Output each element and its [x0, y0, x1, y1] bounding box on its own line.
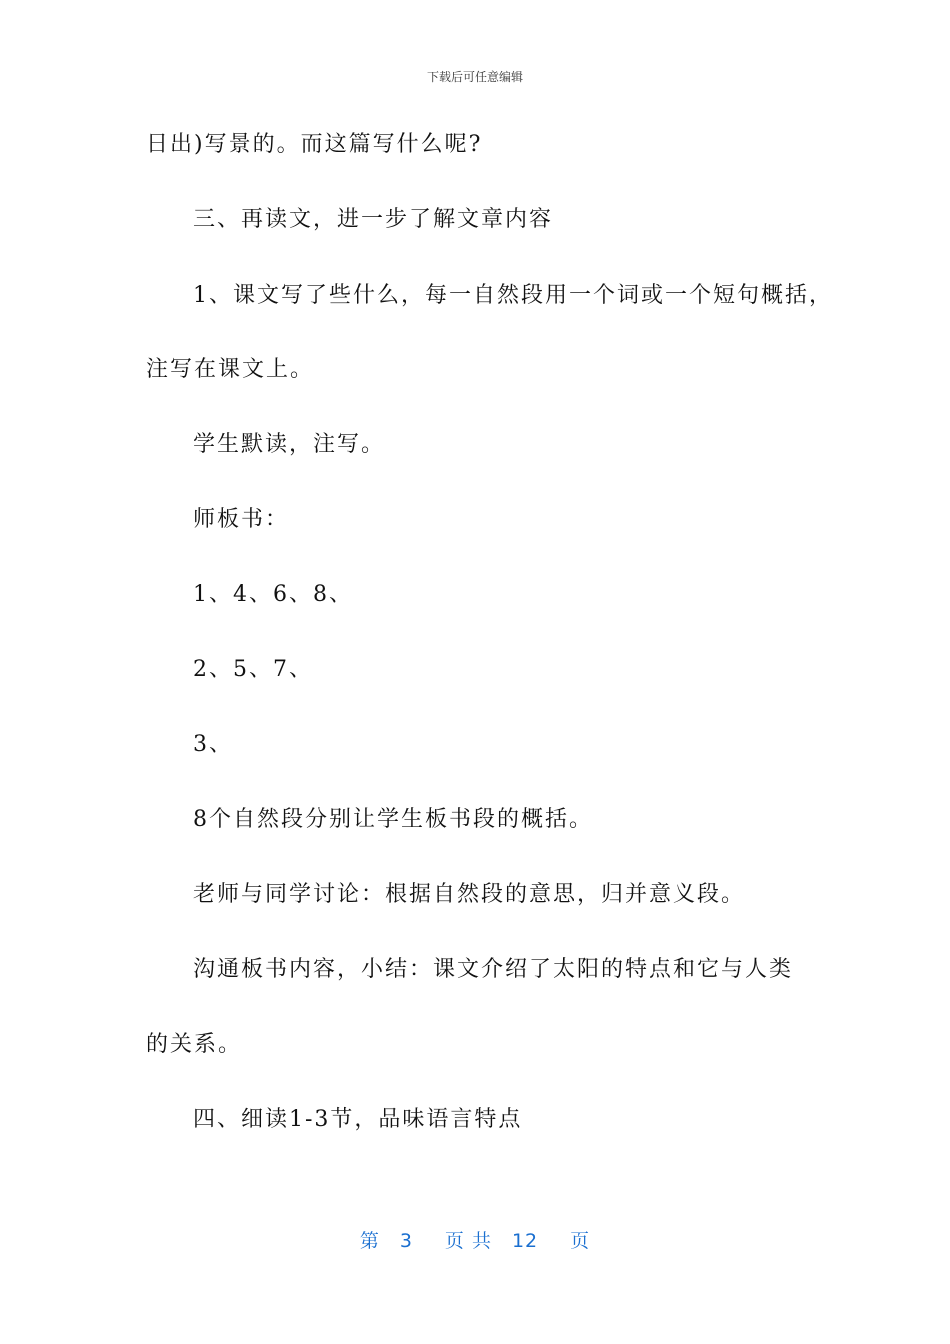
footer-prefix: 第: [359, 1230, 380, 1252]
board-list-2: 2、5、7、: [193, 657, 313, 682]
body-line-1: 日出)写景的。而这篇写什么呢?: [146, 132, 483, 157]
section-heading-4: 四、细读1-3节，品味语言特点: [193, 1107, 523, 1132]
body-line-5: 学生默读，注写。: [193, 432, 386, 457]
body-line-6: 师板书：: [193, 507, 290, 532]
page-number-footer: [0, 1226, 950, 1253]
footer-suffix: 页: [570, 1230, 591, 1252]
board-list-1: 1、4、6、8、: [193, 582, 353, 607]
body-line-11: 老师与同学讨论：根据自然段的意思，归并意义段。: [193, 882, 746, 907]
footer-middle: 页 共: [444, 1230, 492, 1252]
header-note: 下载后可任意编辑: [426, 70, 523, 84]
footer-total-pages: 12: [511, 1230, 539, 1252]
body-line-10: 8个自然段分别让学生板书段的概括。: [193, 807, 593, 832]
body-line-3: 1、课文写了些什么，每一自然段用一个词或一个短句概括，: [193, 283, 833, 308]
body-line-12: 沟通板书内容，小结：课文介绍了太阳的特点和它与人类: [193, 957, 794, 982]
body-line-13: 的关系。: [146, 1032, 243, 1057]
footer-current-page: 3: [399, 1230, 413, 1252]
section-heading-3: 三、再读文，进一步了解文章内容: [193, 207, 554, 232]
body-line-4: 注写在课文上。: [146, 357, 315, 382]
board-list-3: 3、: [193, 732, 233, 757]
